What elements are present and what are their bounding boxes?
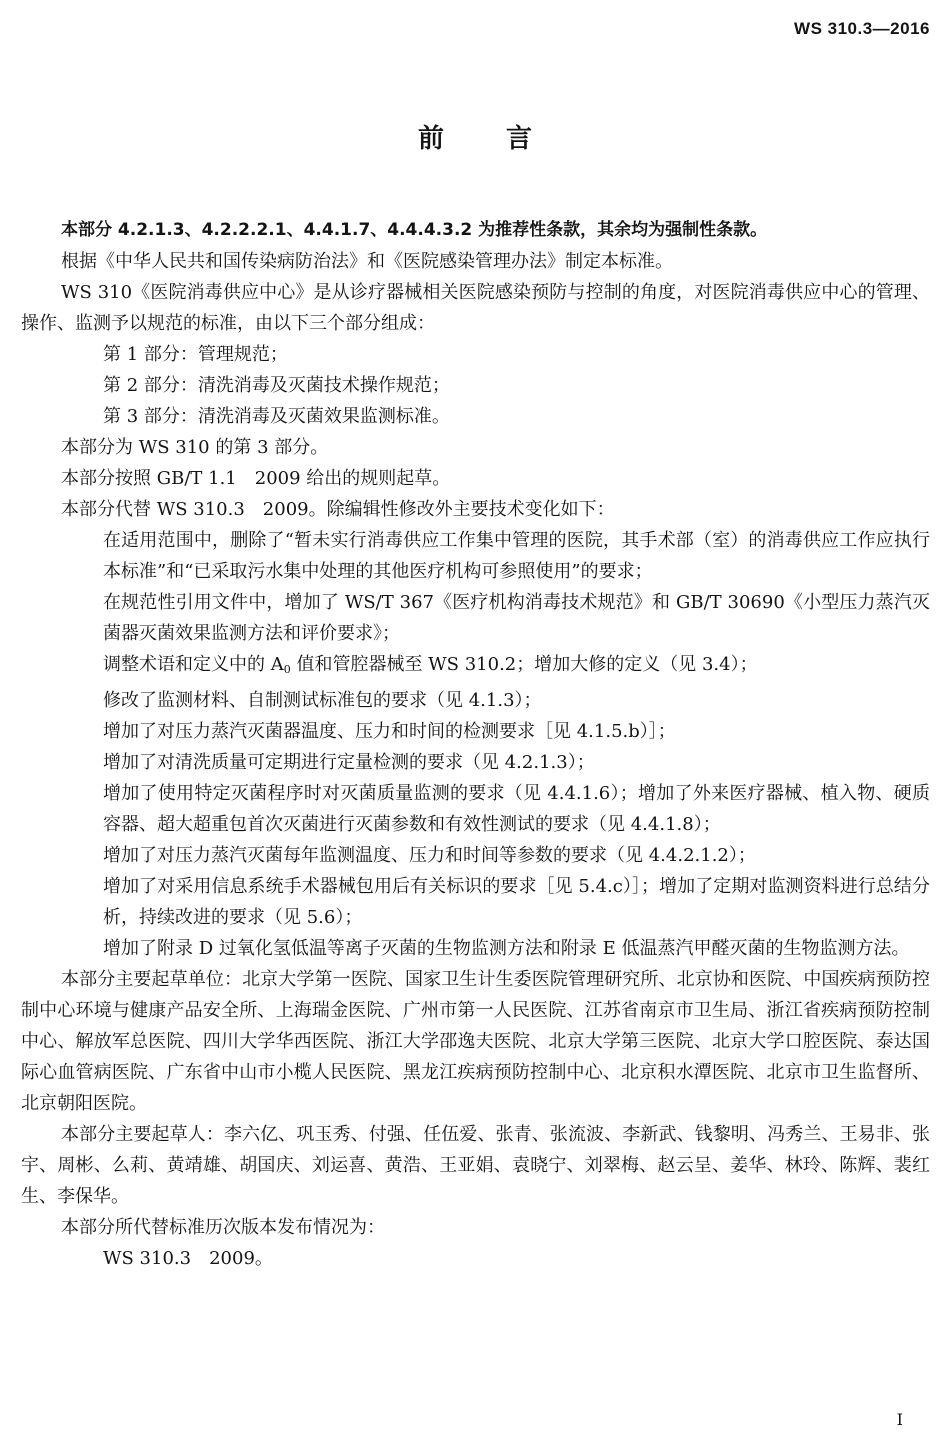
change-item: 增加了对压力蒸汽灭菌器温度、压力和时间的检测要求［见 4.1.5.b）］； bbox=[103, 721, 676, 742]
drafting-units-paragraph: 本部分主要起草单位：北京大学第一医院、国家卫生计生委医院管理研究所、北京协和医院、中国疾病预防控制中心环境与健康产品安全所、上海瑞金医院、广州市第一人民医院、江苏省南京市卫生局、浙江省疾病预防控制中心、解放军总医院、四川大学华西医院、浙江大学邵逸夫医院、北京大学第三医院、北京大学口腔医院、泰达国际心血管病医院、广东省中山市小榄人民医院、黑龙江疾病预防控制中心、北京积水潭医院、北京市卫生监督所、北京朝阳医院。 bbox=[21, 969, 930, 1114]
change-item bbox=[21, 649, 930, 685]
change-item: 增加了对压力蒸汽灭菌每年监测温度、压力和时间等参数的要求（见 4.4.2.1.2）； bbox=[103, 845, 756, 866]
drafters-paragraph: 本部分主要起草人：李六亿、巩玉秀、付强、任伍爱、张青、张流波、李新武、钱黎明、冯秀兰、王易非、张宇、周彬、么莉、黄靖雄、胡国庆、刘运喜、黄浩、王亚娟、袁晓宁、刘翠梅、赵云呈、姜华、林玲、陈辉、裴红生、李保华。 bbox=[21, 1124, 930, 1207]
previous-editions-paragraph: 本部分所代替标准历次版本发布情况为： bbox=[61, 1217, 385, 1238]
legal-basis-paragraph: 根据《中华人民共和国传染病防治法》和《医院感染管理办法》制定本标准。 bbox=[61, 251, 673, 272]
part-statement-paragraph: 本部分为 WS 310 的第 3 部分。 bbox=[61, 437, 329, 458]
change-item: 修改了监测材料、自制测试标准包的要求（见 4.1.3）； bbox=[103, 690, 542, 711]
drafting-rules-paragraph: 本部分按照 GB/T 1.1 2009 给出的规则起草。 bbox=[61, 468, 451, 489]
part-1-item: 第 1 部分：管理规范； bbox=[103, 344, 288, 365]
change-item-text: 调整术语和定义中的 A bbox=[103, 654, 284, 675]
previous-edition-item: WS 310.3 2009。 bbox=[103, 1248, 273, 1269]
standard-code: WS 310.3—2016 bbox=[794, 19, 930, 38]
replacement-paragraph: 本部分代替 WS 310.3 2009。除编辑性修改外主要技术变化如下： bbox=[61, 499, 615, 520]
change-item: 在规范性引用文件中，增加了 WS/T 367《医疗机构消毒技术规范》和 GB/T 30690《小型压力蒸汽灭菌器灭菌效果监测方法和评价要求》； bbox=[103, 592, 930, 644]
part-3-item: 第 3 部分：清洗消毒及灭菌效果监测标准。 bbox=[103, 406, 450, 427]
part-2-item: 第 2 部分：清洗消毒及灭菌技术操作规范； bbox=[103, 375, 450, 396]
foreword-body bbox=[21, 215, 930, 1274]
change-item: 增加了对采用信息系统手术器械包用后有关标识的要求［见 5.4.c）］；增加了定期对监测资料进行总结分析，持续改进的要求（见 5.6）； bbox=[103, 876, 930, 928]
recommended-clauses-paragraph: 本部分 4.2.1.3、4.2.2.2.1、4.4.1.7、4.4.4.3.2 为推荐性条款，其余均为强制性条款。 bbox=[61, 220, 768, 240]
change-item: 增加了对清洗质量可定期进行定量检测的要求（见 4.2.1.3）； bbox=[103, 752, 595, 773]
page-number: I bbox=[896, 1410, 903, 1429]
structure-paragraph: WS 310《医院消毒供应中心》是从诊疗器械相关医院感染预防与控制的角度，对医院消毒供应中心的管理、操作、监测予以规范的标准，由以下三个部分组成： bbox=[21, 282, 930, 334]
change-item: 增加了附录 D 过氧化氢低温等离子灭菌的生物监测方法和附录 E 低温蒸汽甲醛灭菌的生物监测方法。 bbox=[103, 938, 910, 959]
change-item: 增加了使用特定灭菌程序时对灭菌质量监测的要求（见 4.4.1.6）；增加了外来医疗器械、植入物、硬质容器、超大超重包首次灭菌进行灭菌参数和有效性测试的要求（见 4.4.1.8）； bbox=[103, 783, 930, 835]
change-item-text: 值和管腔器械至 WS 310.2；增加大修的定义（见 3.4）； bbox=[290, 654, 758, 675]
page-title: 前言 bbox=[417, 124, 594, 154]
subscript-zero: 0 bbox=[283, 663, 291, 676]
change-item: 在适用范围中，删除了“暂未实行消毒供应工作集中管理的医院，其手术部（室）的消毒供应工作应执行本标准”和“已采取污水集中处理的其他医疗机构可参照使用”的要求； bbox=[103, 530, 930, 582]
